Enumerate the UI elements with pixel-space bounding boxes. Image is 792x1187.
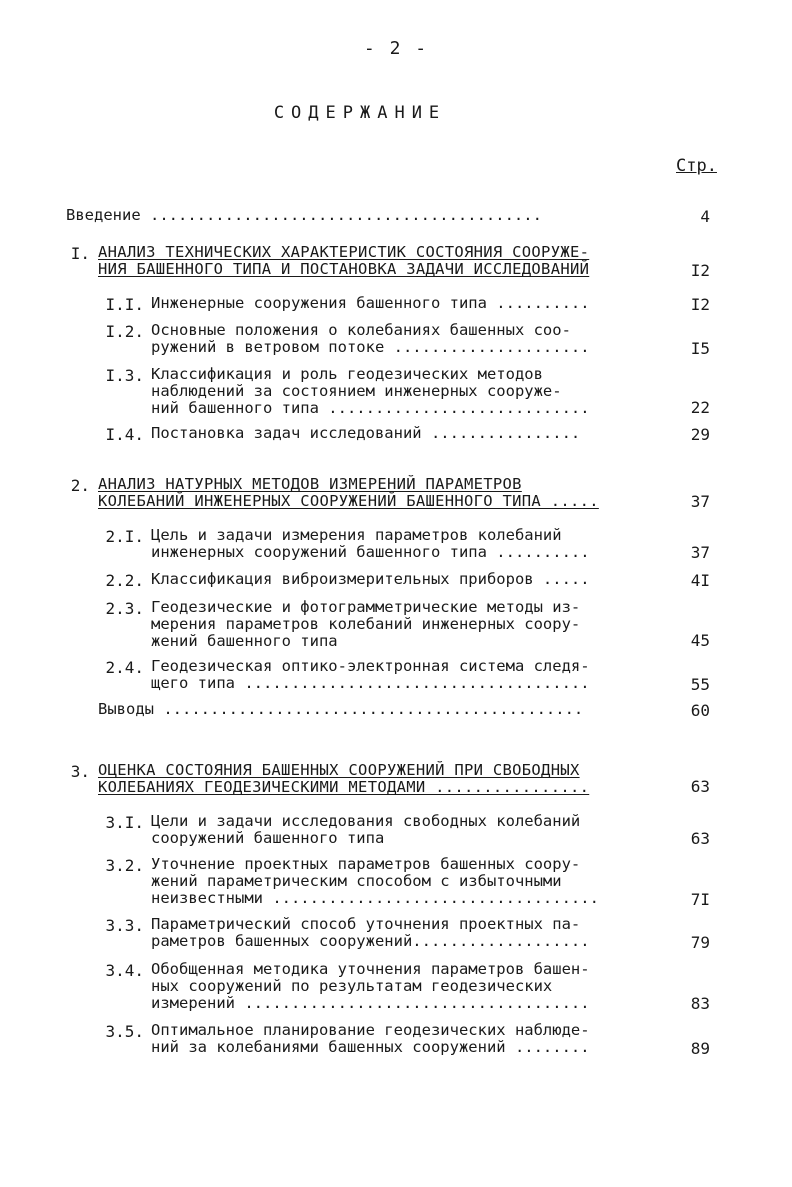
section-title-line: щего типа ..................................... bbox=[151, 674, 590, 692]
section-title-line: Уточнение проектных параметров башенных соору- bbox=[151, 855, 581, 873]
section-title-line: Геодезическая оптико-электронная система следя- bbox=[151, 657, 590, 675]
section-page: 89 bbox=[690, 1039, 710, 1058]
section-title bbox=[151, 322, 590, 356]
section-title-line: ных сооружений по результатам геодезических bbox=[151, 977, 553, 995]
section-page: I5 bbox=[690, 339, 710, 358]
section-number: 3.5. bbox=[105, 1022, 144, 1041]
section-title-line: Инженерные сооружения башенного типа .......... bbox=[151, 294, 590, 312]
chapter-number: I. bbox=[70, 244, 90, 263]
section-number: 2.3. bbox=[105, 599, 144, 618]
section-title-line: ружений в ветровом потоке ..................... bbox=[151, 338, 590, 356]
section-title-line: измерений ..................................... bbox=[151, 994, 590, 1012]
section-title-line: Геодезические и фотограмметрические методы из- bbox=[151, 598, 581, 616]
chapter-title-line: КОЛЕБАНИЙ ИНЖЕНЕРНЫХ СООРУЖЕНИЙ БАШЕННОГО ТИПА ..... bbox=[98, 492, 599, 510]
section-title bbox=[151, 961, 590, 1012]
section-number: I.4. bbox=[105, 425, 144, 444]
section-title-line: неизвестными ................................... bbox=[151, 889, 599, 907]
section-title-line: ний башенного типа ............................ bbox=[151, 399, 590, 417]
section-title bbox=[151, 856, 599, 907]
chapter-title-line: КОЛЕБАНИЯХ ГЕОДЕЗИЧЕСКИМИ МЕТОДАМИ ................ bbox=[98, 778, 590, 796]
section-number: I.3. bbox=[105, 366, 144, 385]
chapter-title-line: АНАЛИЗ НАТУРНЫХ МЕТОДОВ ИЗМЕРЕНИЙ ПАРАМЕТРОВ bbox=[98, 475, 522, 493]
section-title bbox=[151, 425, 580, 442]
section-title-line: Обобщенная методика уточнения параметров башен- bbox=[151, 960, 590, 978]
section-title-line: Цели и задачи исследования свободных колебаний bbox=[151, 812, 581, 830]
chapter-page: I2 bbox=[690, 261, 710, 280]
section-title-line: Цель и задачи измерения параметров колебаний bbox=[151, 526, 562, 544]
section-title bbox=[151, 571, 590, 588]
section-title-line: Классификация виброизмерительных приборов ..... bbox=[151, 570, 590, 588]
section-title bbox=[151, 599, 580, 650]
chapter-page: 37 bbox=[690, 492, 710, 511]
toc-conclusions-page: 60 bbox=[690, 701, 710, 720]
chapter-title bbox=[98, 244, 589, 278]
section-page: 63 bbox=[690, 829, 710, 848]
section-number: 3.I. bbox=[105, 813, 144, 832]
section-title bbox=[151, 1022, 590, 1056]
section-number: 2.I. bbox=[105, 527, 144, 546]
section-title-line: Оптимальное планирование геодезических наблюде- bbox=[151, 1021, 590, 1039]
toc-intro-text: Введение .......................................... bbox=[66, 206, 542, 224]
section-title-line: Постановка задач исследований ................ bbox=[151, 424, 581, 442]
chapter-number: 3. bbox=[70, 762, 90, 781]
section-title-line: раметров башенных сооружений................... bbox=[151, 932, 590, 950]
section-title-line: Классификация и роль геодезических методов bbox=[151, 365, 543, 383]
toc-intro bbox=[66, 207, 542, 224]
section-page: 83 bbox=[690, 994, 710, 1013]
section-number: 3.4. bbox=[105, 961, 144, 980]
section-title-line: инженерных сооружений башенного типа .......... bbox=[151, 543, 590, 561]
section-title bbox=[151, 527, 590, 561]
chapter-title-line: НИЯ БАШЕННОГО ТИПА И ПОСТАНОВКА ЗАДАЧИ ИССЛЕДОВАНИЙ bbox=[98, 260, 590, 278]
chapter-title bbox=[98, 762, 589, 796]
section-title-line: мерения параметров колебаний инженерных соору- bbox=[151, 615, 581, 633]
section-title-line: жений башенного типа bbox=[151, 632, 338, 650]
chapter-title-line: АНАЛИЗ ТЕХНИЧЕСКИХ ХАРАКТЕРИСТИК СОСТОЯНИЯ СООРУЖЕ- bbox=[98, 243, 590, 261]
section-number: 3.2. bbox=[105, 856, 144, 875]
section-page: 7I bbox=[690, 890, 710, 909]
section-page: 22 bbox=[690, 398, 710, 417]
section-title bbox=[151, 813, 580, 847]
section-title bbox=[151, 295, 590, 312]
section-title bbox=[151, 366, 590, 417]
section-title-line: ний за колебаниями башенных сооружений ........ bbox=[151, 1038, 590, 1056]
section-page: 79 bbox=[690, 933, 710, 952]
page-column-label: Стр. bbox=[676, 156, 717, 176]
section-page: I2 bbox=[690, 295, 710, 314]
chapter-title-line: ОЦЕНКА СОСТОЯНИЯ БАШЕННЫХ СООРУЖЕНИЙ ПРИ СВОБОДНЫХ bbox=[98, 761, 580, 779]
section-title bbox=[151, 916, 590, 950]
toc-intro-page: 4 bbox=[700, 207, 710, 226]
section-number: 2.4. bbox=[105, 658, 144, 677]
section-title-line: сооружений башенного типа bbox=[151, 829, 385, 847]
section-page: 4I bbox=[690, 571, 710, 590]
section-number: 2.2. bbox=[105, 571, 144, 590]
toc-conclusions bbox=[98, 701, 583, 718]
section-number: 3.3. bbox=[105, 916, 144, 935]
section-page: 37 bbox=[690, 543, 710, 562]
page-title: СОДЕРЖАНИЕ bbox=[273, 103, 447, 123]
section-title bbox=[151, 658, 590, 692]
page-number: - 2 - bbox=[363, 38, 429, 59]
section-title-line: Основные положения о колебаниях башенных соо- bbox=[151, 321, 571, 339]
section-title-line: жений параметрическим способом с избыточными bbox=[151, 872, 562, 890]
section-number: I.2. bbox=[105, 322, 144, 341]
chapter-page: 63 bbox=[690, 777, 710, 796]
section-number: I.I. bbox=[105, 295, 144, 314]
section-page: 29 bbox=[690, 425, 710, 444]
chapter-number: 2. bbox=[70, 476, 90, 495]
section-page: 55 bbox=[690, 675, 710, 694]
toc-conclusions-text: Выводы ............................................. bbox=[98, 700, 584, 718]
section-title-line: наблюдений за состоянием инженерных сооруже- bbox=[151, 382, 562, 400]
section-title-line: Параметрический способ уточнения проектных па- bbox=[151, 915, 581, 933]
chapter-title bbox=[98, 476, 599, 510]
section-page: 45 bbox=[690, 631, 710, 650]
